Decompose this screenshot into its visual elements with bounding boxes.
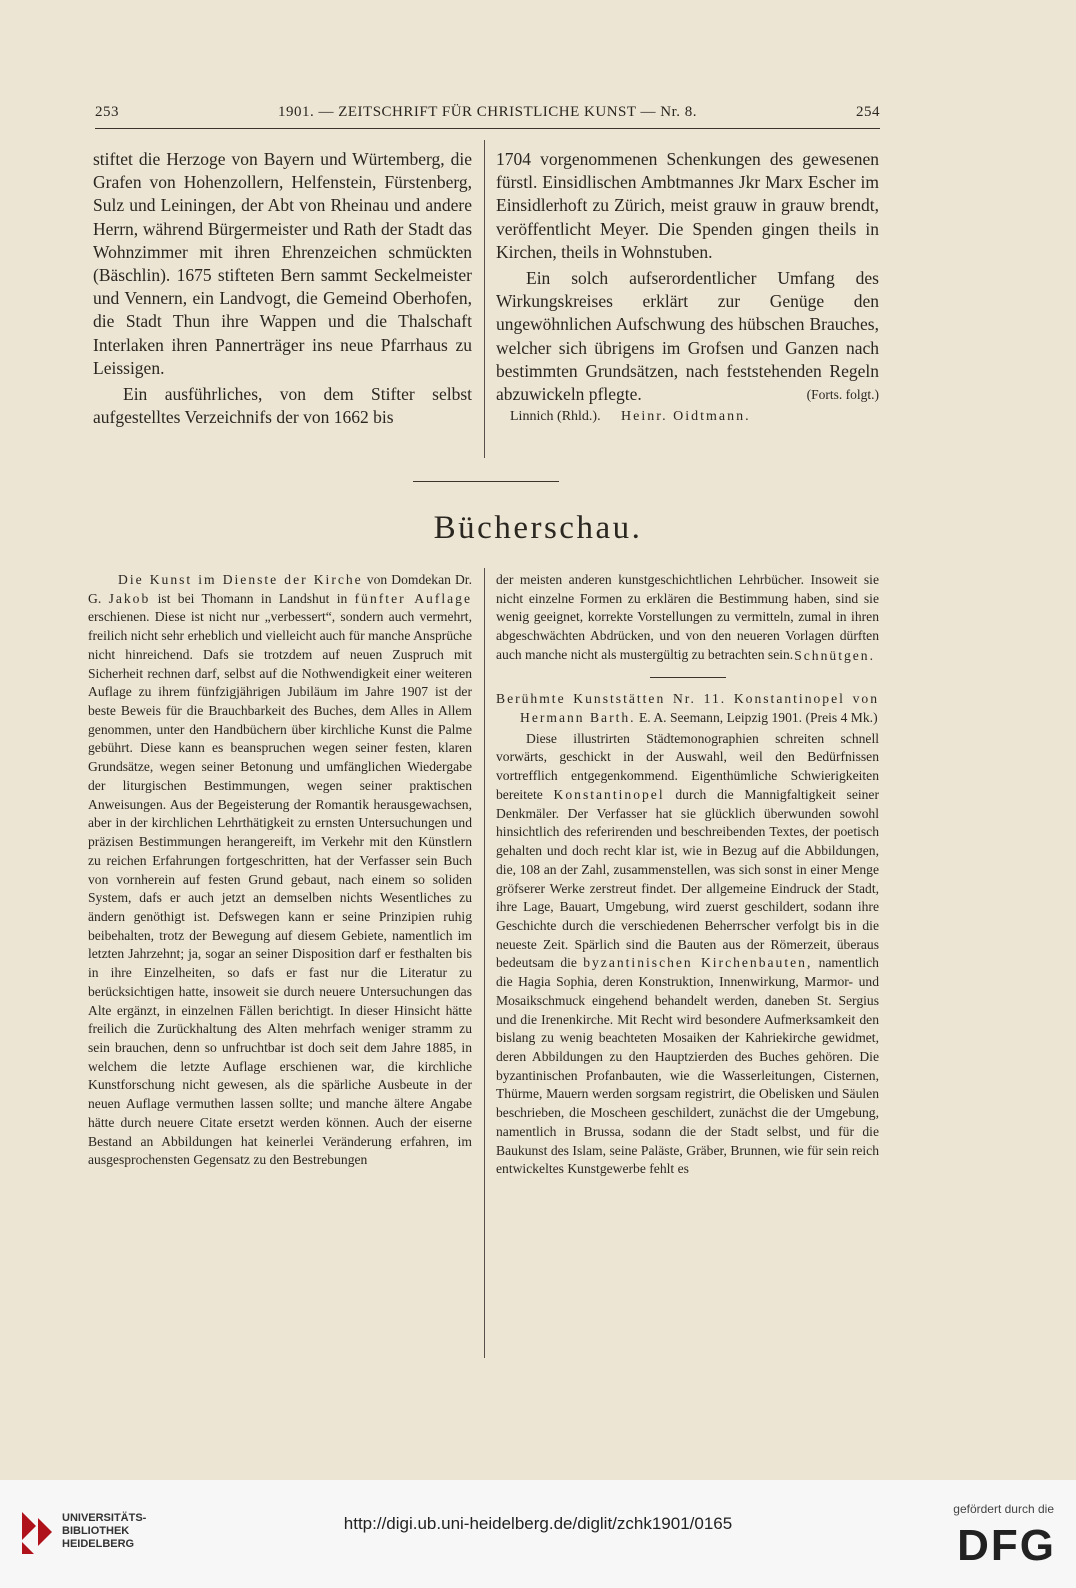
review-author: Jakob <box>108 590 151 606</box>
review-title: Berühmte Kunststätten Nr. 11. Konstantinopel von Hermann Barth. <box>496 691 879 726</box>
review-text: namentlich die Hagia Sophia, deren Konstruktion, Innenwirkung, Marmor- und Mosaikschmuck eingehend behandelt werden, daneben St. Sergius und die Irenenkirche. Mit Recht wird besondere Aufmerksamkeit den bislang zu wenig beachteten Mosaiken der Kahriekirche gewidmet, deren Abbildungen zu den Hauptzierden des Buches gehören. Die byzantinischen Profanbauten, wie die Wasserleitungen, Cisternen, Thürme, Mauern werden sorgsam registrirt, die Obelisken und Säulen beschrieben, die Moscheen geschildert, zunächst die der Umgebung, namentlich in Brussa, sodann die der Stadt selbst, und für die Baukunst des Islam, seine Paläste, Gräber, Brunnen, wie für sein reich entwickeltes Kunstgewerbe fehlt es <box>496 955 879 1177</box>
page-number-right: 254 <box>856 104 880 120</box>
review-edition: fünfter Auflage <box>354 590 473 606</box>
header-rule <box>95 128 880 129</box>
library-name-line: HEIDELBERG <box>62 1538 135 1550</box>
review-2-heading <box>496 690 879 727</box>
review-city: Konstantinopel <box>553 786 665 802</box>
paragraph: Ein ausführliches, von dem Stifter selbst aufgestelltes Verzeichnifs der von 1662 bis <box>93 384 472 428</box>
article-signature <box>496 405 777 428</box>
library-name-line: BIBLIOTHEK <box>62 1525 130 1537</box>
lower-right-column <box>496 571 879 1179</box>
review-emphasis: byzantinischen Kirchenbauten, <box>583 955 813 971</box>
review-1-signature: Schnütgen. <box>794 647 875 663</box>
upper-left-column <box>93 148 472 429</box>
digitization-footer <box>0 1480 1076 1588</box>
column-divider <box>484 568 485 1358</box>
review-text: von Domdekan Dr. G. <box>88 572 472 606</box>
continuation-note: (Forts. folgt.) <box>806 387 879 403</box>
upper-right-column <box>496 148 879 428</box>
column-divider <box>484 140 485 458</box>
paragraph: stiftet die Herzoge von Bayern und Würtemberg, die Grafen von Hohenzollern, Helfenstein, Fürstenberg, Sulz und Leiningen, der Abt von Rheinau und andere Herrn, während Bürgermeister und Rath der Stadt das Wohnzimmer mit ihren Ehrenzeichen schmückten (Bäschlin). 1675 stifteten Bern sammt Seckelmeister und Vennern, ein Landvogt, die Gemeind Oberhofen, die Stadt Thun ihre Wappen und die Thalschaft Interlaken ihren Pannerträger ins neue Pfarrhaus zu Leissigen. <box>93 149 472 378</box>
running-header <box>95 104 880 126</box>
page-number-left: 253 <box>95 104 119 120</box>
signature-place: Linnich (Rhld.). <box>510 409 601 425</box>
review-publisher: E. A. Seemann, Leipzig 1901. (Preis 4 Mk.) <box>638 710 878 726</box>
review-separator <box>650 677 726 678</box>
review-text: Diese illustrirten Städtemonographien schreiten schnell vorwärts, geschickt in der Auswahl, weil den Bedürfnissen vortrefflich entgegenkommend. Eigenthümliche Schwierigkeiten bereitete <box>496 730 879 802</box>
review-text: ist bei Thomann in Landshut in <box>157 590 348 606</box>
paragraph: 1704 vorgenommenen Schenkungen des gewesenen fürstl. Einsidlischen Ambtmannes Jkr Marx Escher im Einsidlerhoft zu Zürich, meist grauw in grauw brendt, veröffentlicht Meyer. Die Spenden gingen theils in Kirchen, theils in Wohnstuben. <box>496 149 879 262</box>
journal-title: 1901. — ZEITSCHRIFT FÜR CHRISTLICHE KUNST — Nr. 8. <box>277 104 698 120</box>
review-2-body <box>496 730 879 1179</box>
review-1-body <box>88 571 472 1170</box>
library-name-line: UNIVERSITÄTS- <box>62 1512 147 1524</box>
lower-left-column <box>88 571 472 1170</box>
paragraph-with-note <box>496 267 879 406</box>
source-url[interactable]: http://digi.ub.uni-heidelberg.de/diglit/zchk1901/0165 <box>343 1514 733 1533</box>
review-text: durch die Mannigfaltigkeit seiner Denkmäler. Der Verfasser hat sie glücklich überwunden sowohl hinsichtlich des referirenden und beschreibenden Textes, der poetisch gehalten und doch recht klar ist, wie in Bezug auf die Abbildungen, die, 108 an der Zahl, zusammenstellen, was sich sonst in einer Menge gröfserer Werke zerstreut findet. Der allgemeine Eindruck der Stadt, ihre Lage, Bauart, Umgebung, wird zuerst geschildert, sodann ihre Geschichte durch die verschiedenen Beherrscher verfolgt bis in die neueste Zeit. Spärlich sind die Bauten aus der Römerzeit, überaus bedeutsam die <box>496 786 879 971</box>
funding-note: gefördert durch die <box>953 1502 1054 1516</box>
dfg-logo: DFG <box>957 1521 1056 1570</box>
signature-author: Heinr. Oidtmann. <box>621 409 751 425</box>
review-text: erschienen. Diese ist nicht nur „verbessert“, sondern auch vermehrt, freilich nicht sehr erheblich und vielleicht auch für manche Ansprüche nicht hinreichend. Dafs sie trotzdem auf neuen Zuspruch mit Sicherheit rechnen darf, selbst auf die Nothwendigkeit einer weiteren Auflage zu ihrem fünfzigjährigen Jubiläum im Jahre 1907 ist der beste Beweis für die Brauchbarkeit des Buches, dem Alles in Allem genommen, unter den Handbüchern über kirchliche Kunst die Palme gebührt. Diese kann es beanspruchen wegen seiner festen, klaren Grundsätze, wegen seiner Betonung und umfänglichen Wiedergabe der liturgischen Bestimmungen, wegen seiner praktischen Anweisungen. Aus der Begeisterung der Romantik herausgewachsen, aber in der kirchlichen Lehrthätigkeit zu ernsten Untersuchungen und präzisen Bestimmungen herangereift, im Verkehr mit den Künstlern zu reichen Erfahrungen fortgeschritten, hat der Verfasser sein Buch von vornherein auf festen Grund gebaut, nach einem so soliden System, dafs er auch jetzt an demselben nichts Wesentliches zu ändern genöthigt ist. Defswegen kann er seine Prinzipien ruhig beibehalten, trotz der Bewegung auf diesem Gebiete, namentlich im letzten Jahrzehnt; ja, sogar an seiner Disposition darf er festhalten bis in ihre Einzelheiten, so dafs er fast nur die Literatur zu berücksichtigen hatte, insoweit sie durch neuere Untersuchungen das Alte ergänzt, in einzelnen Fällen berichtigt. In dieser Hinsicht hätte freilich die Zurückhaltung des Alten mehrfach weniger stramm zu sein brauchen, denn so unfruchtbar ist doch seit dem Jahre 1885, in welchem die letzte Auflage erschienen war, die kirchliche Kunstforschung nicht gewesen, als die spärliche Ausbeute in der neuen Auflage vermuthen lassen sollte; und manche ältere Angabe hätte durch neuere Citate ersetzt werden können. Auch der eiserne Bestand an Abbildungen hat keinerlei Veränderung erfahren, im ausgesprochensten Gegensatz zu den Bestrebungen <box>88 609 472 1168</box>
review-title: Die Kunst im Dienste der Kirche <box>118 572 363 587</box>
review-1-continuation: der meisten anderen kunstgeschichtlichen Lehrbücher. Insoweit sie nicht einzelne Formen zu erklären die Bestimmung haben, sind sie wenig geeignet, korrekte Vorstellungen zu vermitteln, zumal in ihren abgeschwächten Abdrücken, und von den neueren Vorlagen dürften auch manche nicht als mustergültig zu betrachten sein. <box>496 572 879 662</box>
section-separator <box>413 481 559 482</box>
section-title: Bücherschau. <box>433 510 643 546</box>
paragraph-text: Ein solch aufserordentlicher Umfang des Wirkungskreises erklärt zur Genüge den ungewöhnlichen Aufschwung des hübschen Brauches, welcher sich übrigens im Grofsen und Ganzen nach bestimmten Grundsätzen, nach feststehenden Regeln abzuwickeln pflegte. <box>496 268 879 405</box>
